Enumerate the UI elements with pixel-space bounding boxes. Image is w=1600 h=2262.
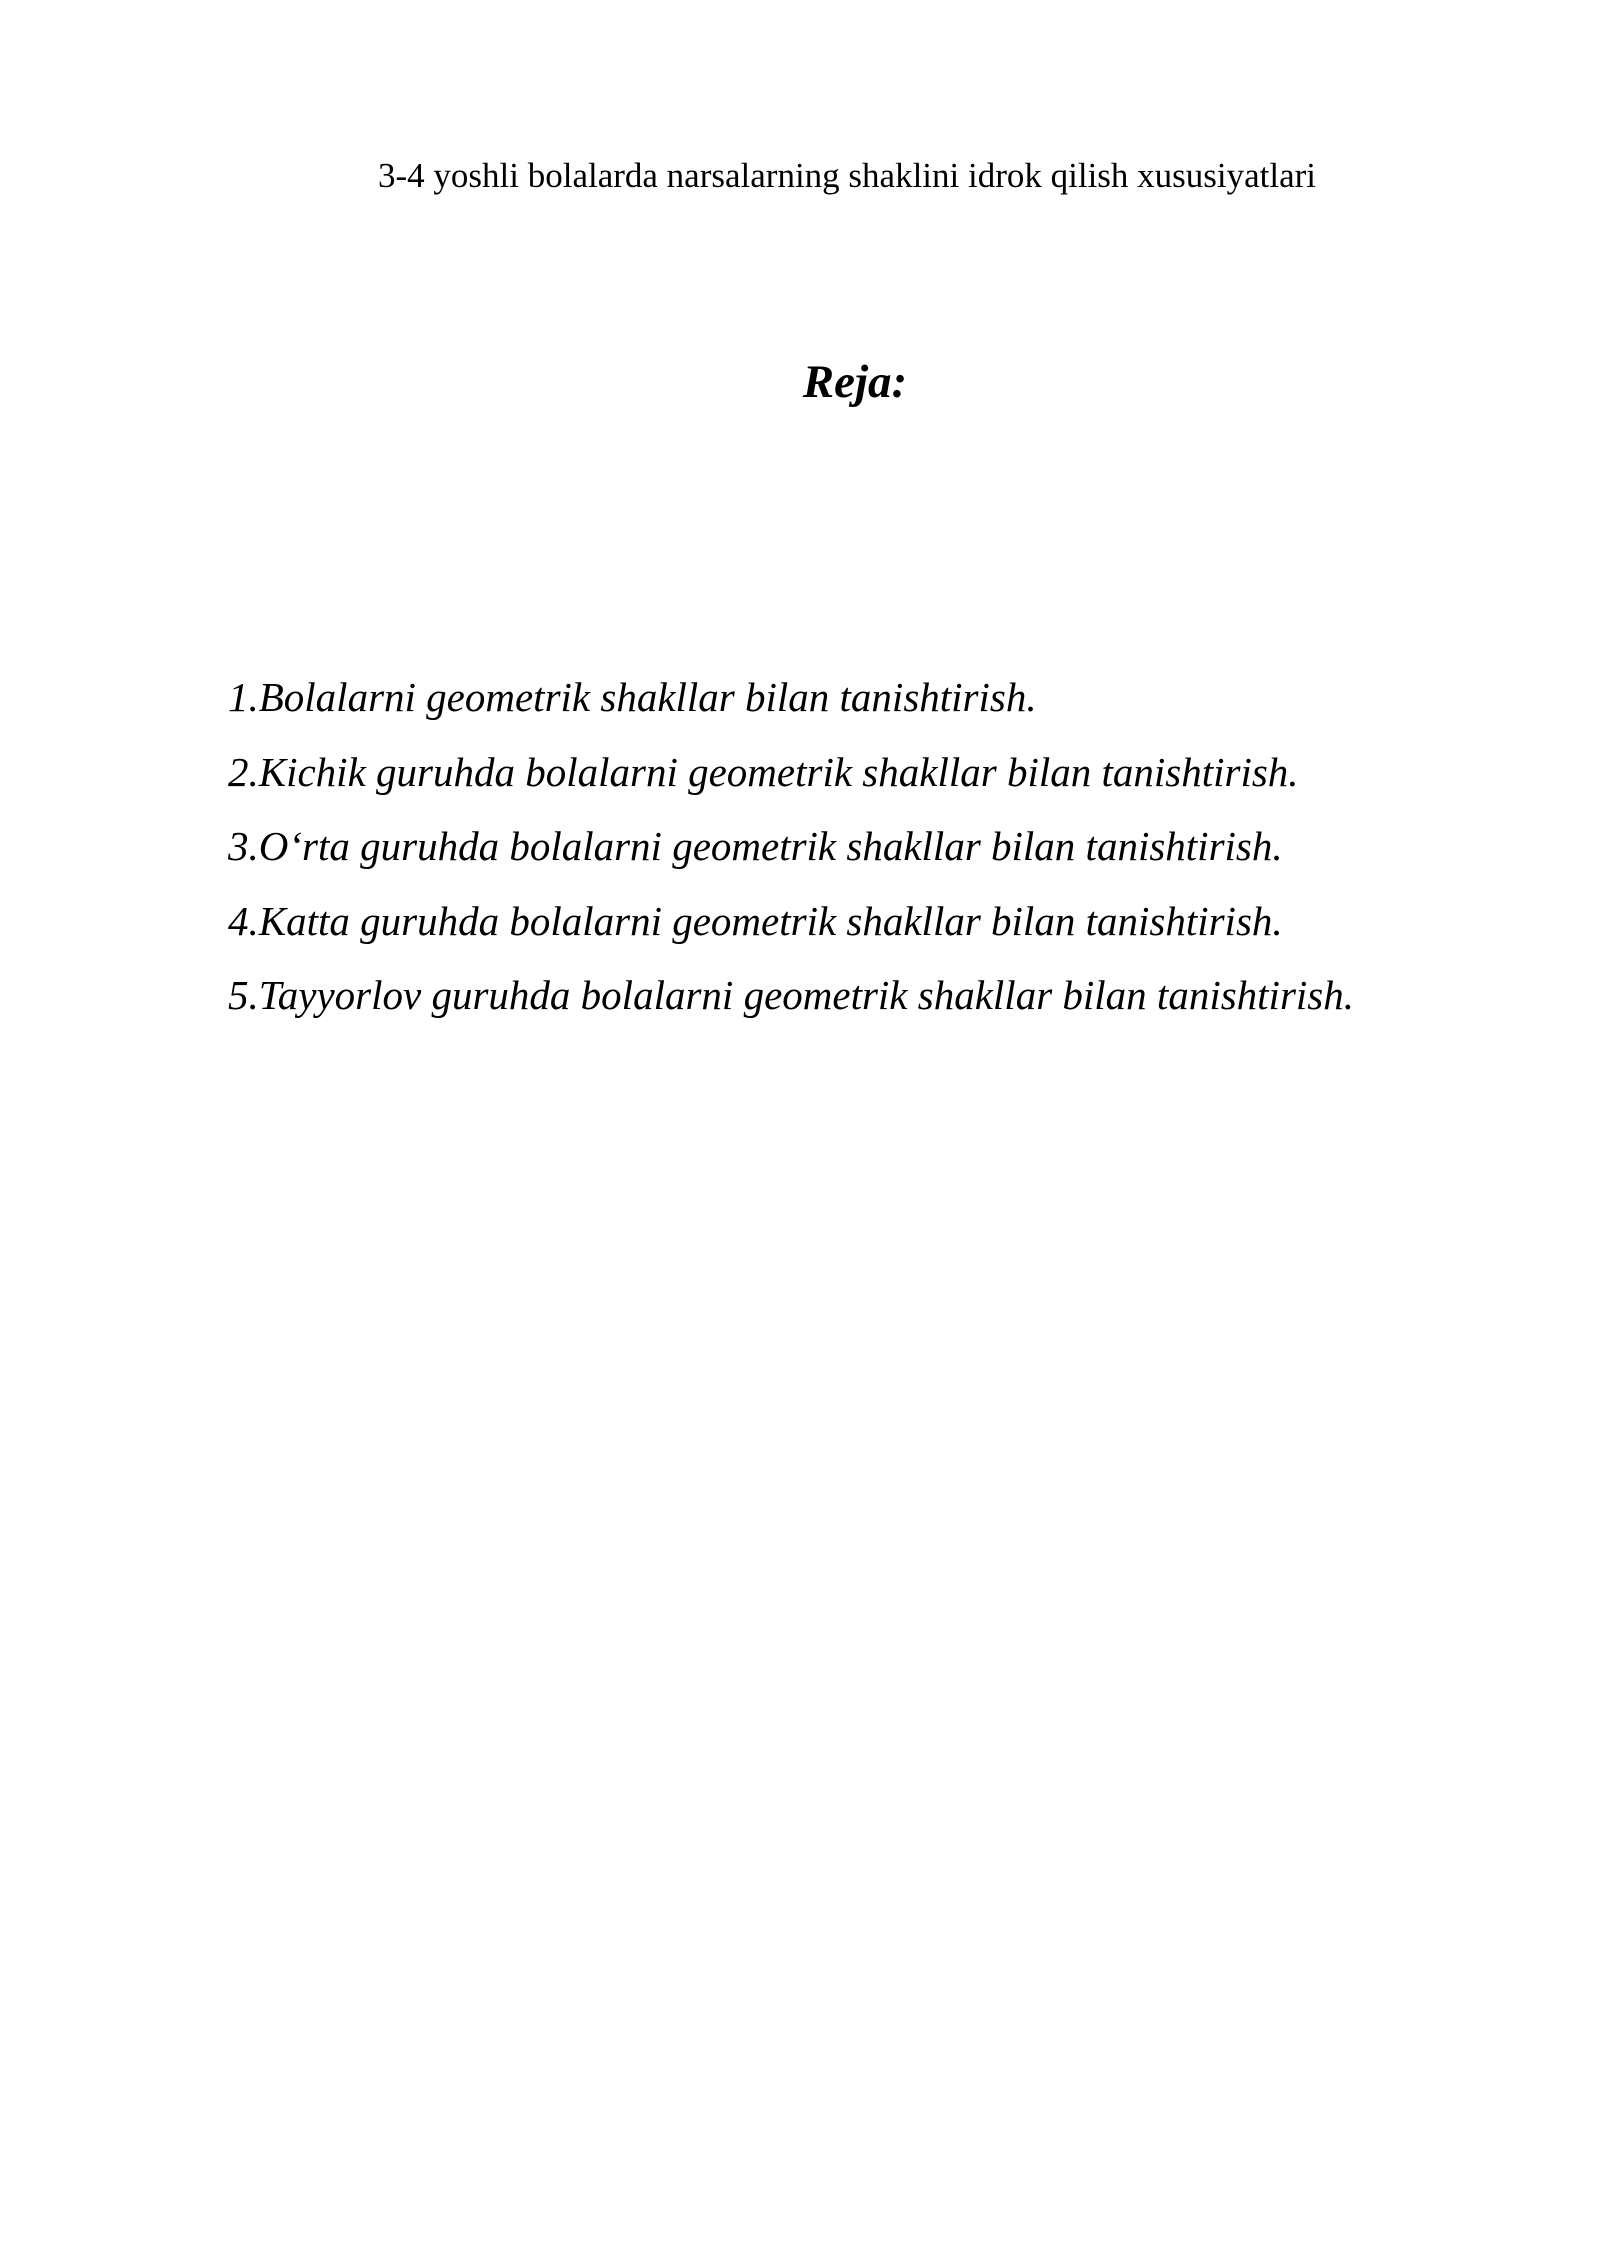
plan-list xyxy=(228,660,1354,1033)
plan-item-3: 3.O‘rta guruhda bolalarni geometrik shakllar bilan tanishtirish. xyxy=(228,823,1283,869)
plan-item-1: 1.Bolalarni geometrik shakllar bilan tanishtirish. xyxy=(228,674,1037,720)
plan-item-2: 2.Kichik guruhda bolalarni geometrik shakllar bilan tanishtirish. xyxy=(228,748,1299,795)
plan-item-5: 5.Tayyorlov guruhda bolalarni geometrik shakllar bilan tanishtirish. xyxy=(228,972,1354,1018)
plan-heading: Reja: xyxy=(802,356,908,408)
document-title: 3-4 yoshli bolalarda narsalarning shaklini idrok qilish xususiyatlari xyxy=(378,156,1317,195)
plan-item-4: 4.Katta guruhda bolalarni geometrik shakllar bilan tanishtirish. xyxy=(228,897,1283,944)
